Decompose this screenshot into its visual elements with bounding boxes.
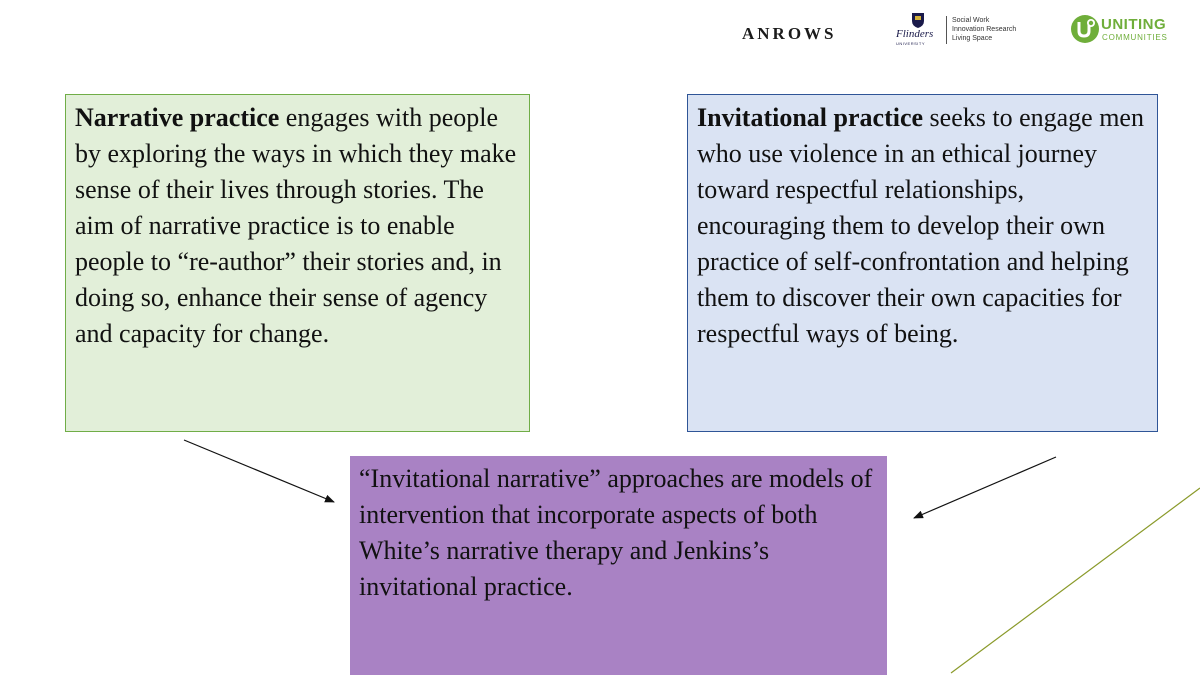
arrow-invitational-to-combined [914, 457, 1056, 518]
invitational-practice-text: seeks to engage men who use violence in an ethical journey toward respectful relationships, encouraging them to develop their own practice of self-confrontation and helping them to discover their own capacities for respectful ways of being. [697, 103, 1144, 348]
narrative-practice-text: engages with people by exploring the ways in which they make sense of their lives through stories. The aim of narrative practice is to enable people to “re-author” their stories and, in doing so, enhance their sense of agency and capacity for change. [75, 103, 517, 348]
anrows-logo: ANROWS [742, 24, 837, 43]
flinders-university: UNIVERSITY [896, 41, 926, 46]
flinders-caption-line: Innovation Research [952, 26, 1017, 33]
invitational-narrative-text: “Invitational narrative” approaches are models of intervention that incorporate aspects of both White’s narrative therapy and Jenkins’s invitational practice. [359, 464, 873, 601]
narrative-practice-term: Narrative practice [75, 103, 280, 132]
flinders-caption-line: Social Work [952, 17, 990, 24]
flinders-name: Flinders [896, 28, 934, 40]
uniting-sub: COMMUNITIES [1102, 33, 1168, 42]
flinders-caption-line: Living Space [952, 35, 993, 42]
decorative-diagonal-line [951, 488, 1200, 673]
arrow-narrative-to-combined [184, 440, 334, 502]
uniting-word: UNITING [1101, 16, 1167, 33]
invitational-practice-term: Invitational practice [697, 103, 924, 132]
